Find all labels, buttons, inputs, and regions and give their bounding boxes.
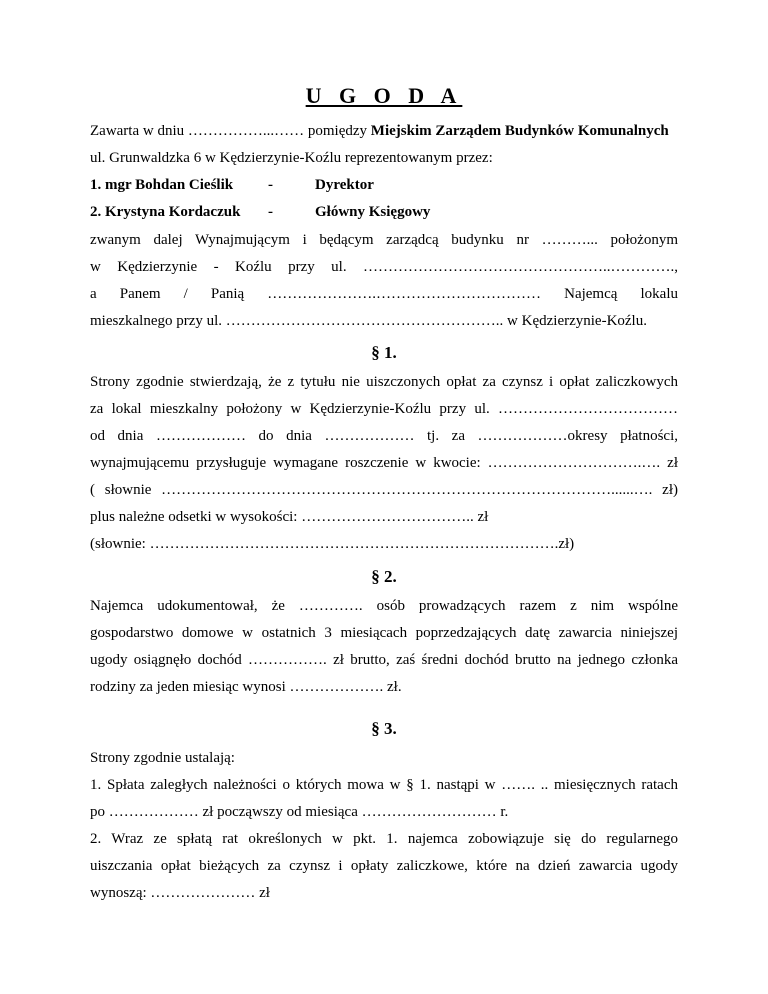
s1-line-1: Strony zgodnie stwierdzają, że z tytułu nie uiszczonych opłat za czynsz i opłat zaliczkowych	[90, 374, 678, 390]
s1-line-4: wynajmującemu przysługuje wymagane roszczenie w kwocie: ………………………….…. zł	[90, 455, 678, 471]
s1-line-7: (słownie: ……………………………………………………………………….zł)	[90, 536, 575, 552]
s1-line-2: za lokal mieszkalny położony w Kędzierzynie-Koźlu przy ul. ………………………………	[90, 401, 678, 417]
s2-line-2: gospodarstwo domowe w ostatnich 3 miesiącach poprzedzających datę zawarcia niniejszej	[90, 625, 678, 641]
s3-line-1: Strony zgodnie ustalają:	[90, 750, 235, 766]
section-1-heading: § 1.	[371, 343, 397, 362]
representative-1-dash: -	[268, 177, 273, 193]
s2-line-4: rodziny za jeden miesiąc wynosi ………………. zł.	[90, 679, 402, 695]
s3-line-4: 2. Wraz ze spłatą rat określonych w pkt. 1. najemca zobowiązuje się do regularnego	[90, 831, 678, 847]
intro-line-5: zwanym dalej Wynajmującym i będącym zarządcą budynku nr ………... położonym	[90, 232, 678, 248]
document-title: U G O D A	[305, 83, 463, 108]
company-name: Miejskim Zarządem Budynków Komunalnych	[370, 123, 669, 139]
intro-line-6: w Kędzierzynie - Koźlu przy ul. …………………………………………..………….,	[90, 259, 678, 275]
s3-line-5: uiszczania opłat bieżących za czynsz i opłaty zaliczkowe, które na dzień zawarcia ugody	[90, 858, 678, 874]
section-3-heading: § 3.	[371, 719, 397, 738]
s1-line-6: plus należne odsetki w wysokości: …………………………….. zł	[90, 509, 489, 525]
representative-1-role: Dyrektor	[315, 177, 374, 193]
intro-line-1	[90, 121, 678, 141]
intro-line-8: mieszkalnego przy ul. ……………………………………………….. w Kędzierzynie-Koźlu.	[90, 313, 647, 329]
intro-date-text: Zawarta w dniu ……………...…… pomiędzy	[90, 123, 371, 139]
s2-line-1: Najemca udokumentował, że …………. osób prowadzących razem z nim wspólne	[90, 598, 678, 614]
section-2-heading: § 2.	[371, 567, 397, 586]
s2-line-3: ugody osiągnęło dochód ……………. zł brutto, zaś średni dochód brutto na jednego członka	[90, 652, 678, 668]
representative-2-role: Główny Księgowy	[315, 204, 431, 220]
s3-line-3: po ……………… zł począwszy od miesiąca ……………………… r.	[90, 804, 509, 820]
representative-2-dash: -	[268, 204, 273, 220]
intro-line-2: ul. Grunwaldzka 6 w Kędzierzynie-Koźlu reprezentowanym przez:	[90, 150, 493, 166]
representative-2-name: 2. Krystyna Kordaczuk	[90, 204, 241, 220]
s3-line-6: wynoszą: ………………… zł	[90, 885, 270, 901]
intro-line-7: a Panem / Panią ………………….…………………………… Najemcą lokalu	[90, 286, 678, 302]
representative-1-name: 1. mgr Bohdan Cieślik	[90, 177, 234, 193]
s1-line-3: od dnia ……………… do dnia ……………… tj. za ………………okresy płatności,	[90, 428, 678, 444]
s3-line-2: 1. Spłata zaległych należności o których mowa w § 1. nastąpi w ……. .. miesięcznych ratach	[90, 777, 678, 793]
s1-line-5: ( słownie ………………………………………………………………………………......…. zł)	[90, 482, 678, 498]
